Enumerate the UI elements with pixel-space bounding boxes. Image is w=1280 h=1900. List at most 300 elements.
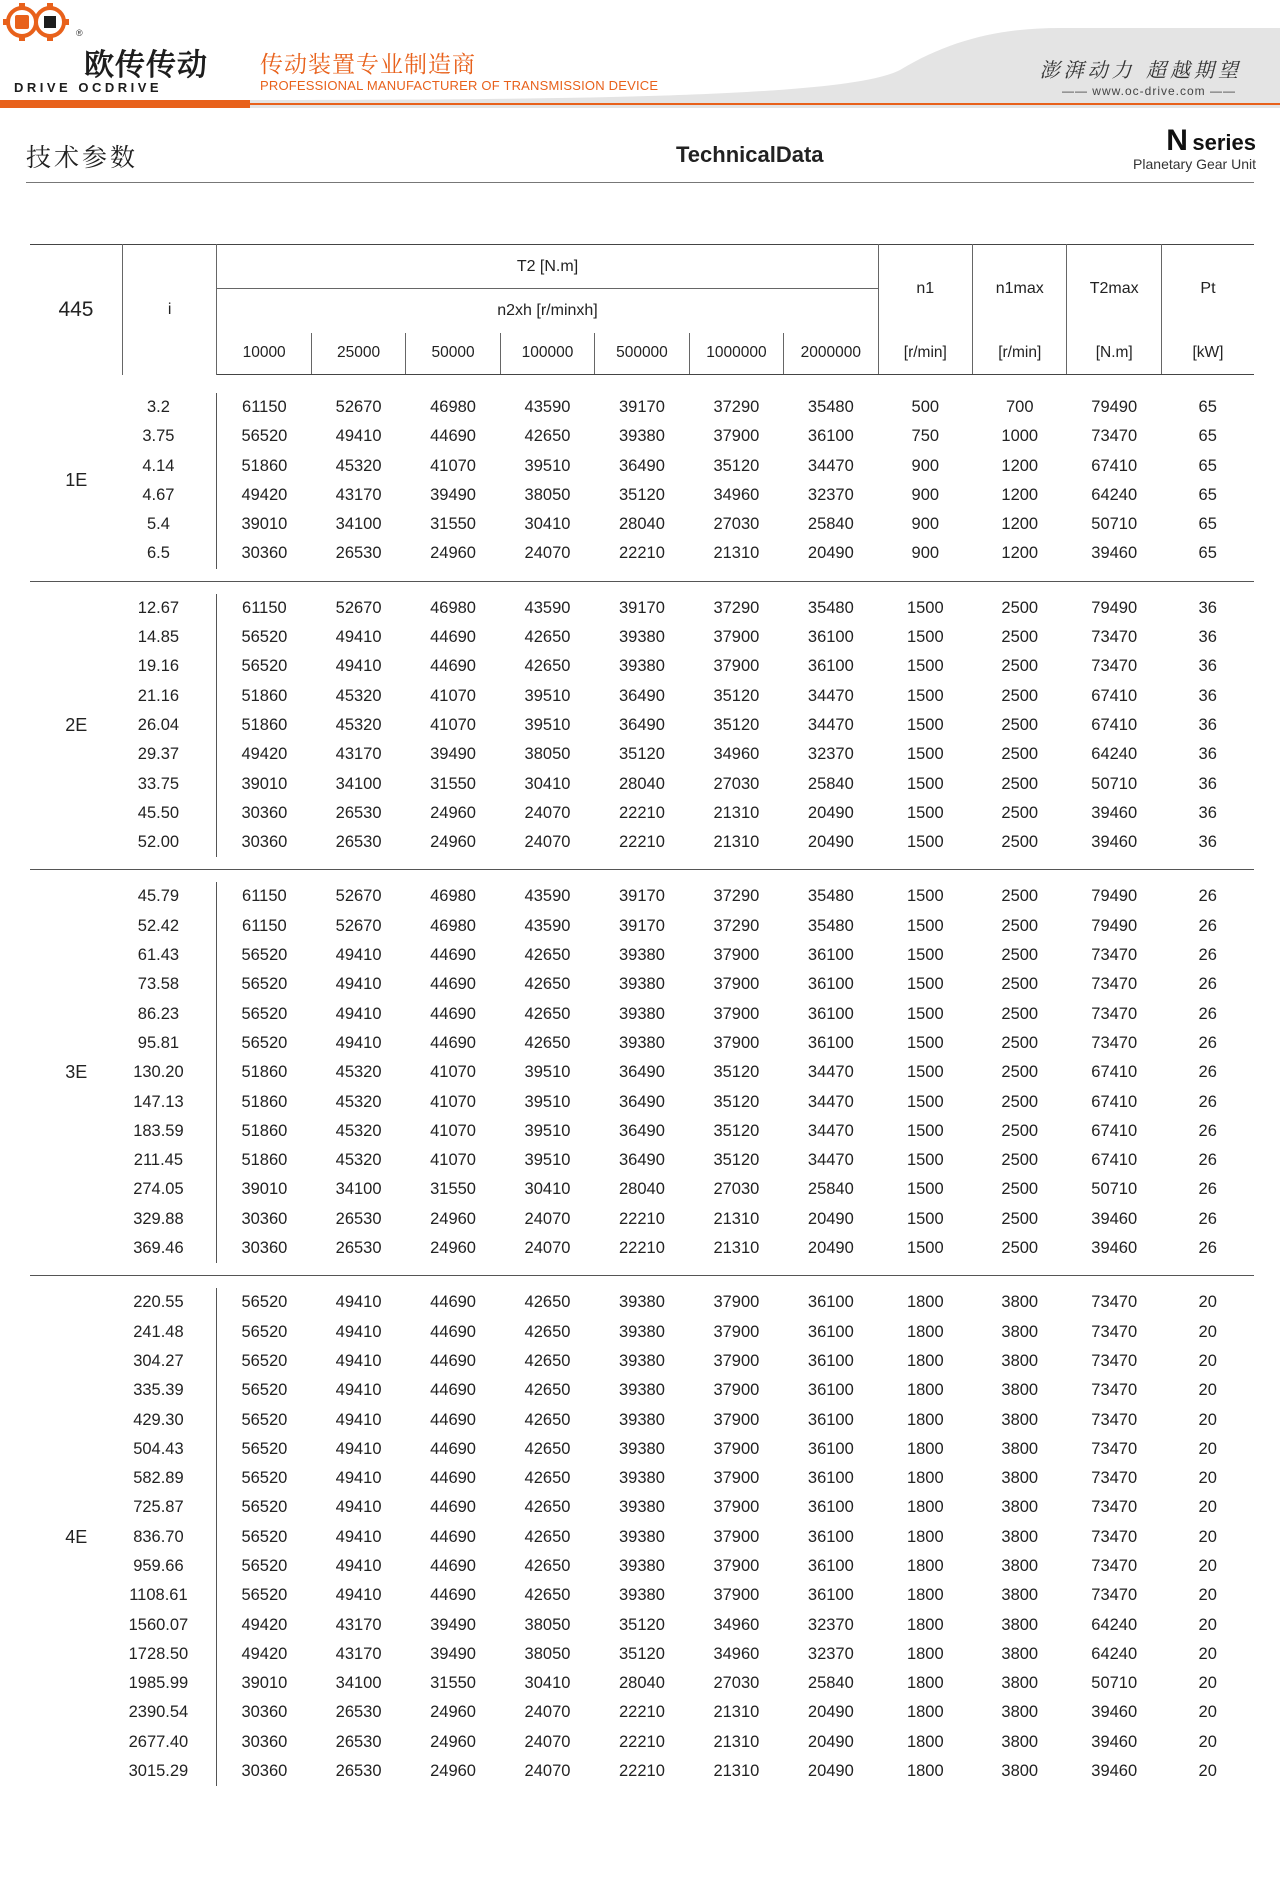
table-row [30, 1640, 1254, 1669]
value-cell: 900 [911, 456, 940, 475]
value-cell: 900 [911, 544, 940, 563]
value-cell: 35120 [713, 1063, 760, 1082]
value-cell: 37900 [713, 1293, 760, 1312]
ratio-cell: 19.16 [122, 652, 216, 681]
table-row [30, 970, 1254, 999]
group-spacer [30, 870, 1254, 883]
value-cell: 20490 [807, 1762, 854, 1781]
value-cell: 37900 [713, 1381, 760, 1400]
value-cell: 36 [1198, 774, 1217, 793]
section-title-en: TechnicalData [676, 142, 824, 167]
ratio-cell: 183.59 [122, 1117, 216, 1146]
ratio-cell: 33.75 [122, 770, 216, 799]
ratio-cell: 95.81 [122, 1029, 216, 1058]
value-cell: 21310 [713, 833, 760, 852]
value-cell: 61150 [242, 598, 287, 617]
value-cell: 22210 [619, 1703, 665, 1722]
value-cell: 26 [1198, 1092, 1217, 1111]
value-cell: 2500 [1001, 686, 1039, 705]
value-cell: 2500 [1001, 1004, 1039, 1023]
value-cell: 24960 [430, 1703, 476, 1722]
table-row [30, 882, 1254, 911]
table-spacer [30, 375, 1254, 394]
value-cell: 24960 [430, 1762, 476, 1781]
n2xh-col-3: 50000 [406, 333, 500, 375]
table-row [30, 1376, 1254, 1405]
value-cell: 37900 [713, 946, 760, 965]
value-cell: 39010 [241, 774, 288, 793]
value-cell: 20 [1198, 1498, 1217, 1517]
value-cell: 2500 [1001, 946, 1039, 965]
value-cell: 1500 [906, 745, 944, 764]
value-cell: 31550 [430, 774, 476, 793]
value-cell: 36490 [619, 1121, 665, 1140]
value-cell: 67410 [1091, 715, 1138, 734]
value-cell: 30360 [241, 1209, 288, 1228]
value-cell: 26530 [335, 803, 382, 822]
value-cell: 36100 [807, 427, 854, 446]
value-cell: 51860 [241, 715, 288, 734]
value-cell: 49410 [335, 1556, 382, 1575]
value-cell: 36100 [807, 1293, 854, 1312]
value-cell: 39510 [524, 456, 571, 475]
value-cell: 1500 [906, 1063, 944, 1082]
value-cell: 20 [1198, 1732, 1217, 1751]
value-cell: 44690 [430, 1322, 476, 1341]
table-row [30, 1552, 1254, 1581]
value-cell: 2500 [1001, 1033, 1039, 1052]
value-cell: 36100 [807, 1381, 854, 1400]
value-cell: 43170 [335, 485, 382, 504]
value-cell: 24960 [430, 1239, 476, 1258]
ratio-cell: 73.58 [122, 970, 216, 999]
value-cell: 42650 [524, 1439, 571, 1458]
value-cell: 52670 [335, 598, 382, 617]
value-cell: 64240 [1091, 485, 1138, 504]
value-cell: 32370 [807, 745, 854, 764]
value-cell: 25840 [807, 1180, 854, 1199]
value-cell: 49410 [335, 1469, 382, 1488]
value-cell: 49410 [335, 1410, 382, 1429]
value-cell: 49410 [335, 427, 382, 446]
ratio-cell: 61.43 [122, 941, 216, 970]
value-cell: 36490 [619, 686, 665, 705]
value-cell: 56520 [241, 1293, 288, 1312]
value-cell: 64240 [1091, 1615, 1138, 1634]
table-row [30, 828, 1254, 857]
value-cell: 20 [1198, 1674, 1217, 1693]
value-cell: 34960 [713, 1644, 760, 1663]
value-cell: 42650 [524, 946, 571, 965]
group-spacer [30, 581, 1254, 594]
value-cell: 1800 [906, 1410, 944, 1429]
value-cell: 39490 [430, 485, 476, 504]
value-cell: 1800 [906, 1615, 944, 1634]
value-cell: 67410 [1091, 1092, 1138, 1111]
table-header [30, 245, 1254, 375]
value-cell: 1500 [906, 803, 944, 822]
value-cell: 39380 [619, 657, 665, 676]
table-row [30, 1175, 1254, 1204]
stage-label: 4E [65, 1526, 88, 1547]
value-cell: 34100 [335, 774, 382, 793]
value-cell: 36100 [807, 1556, 854, 1575]
value-cell: 26 [1198, 1209, 1217, 1228]
value-cell: 3800 [1001, 1762, 1039, 1781]
value-cell: 35480 [807, 398, 854, 416]
value-cell: 2500 [1001, 745, 1039, 764]
value-cell: 45320 [335, 1121, 382, 1140]
series-subtitle: Planetary Gear Unit [1133, 156, 1256, 172]
value-cell: 22210 [619, 803, 665, 822]
value-cell: 24070 [524, 833, 571, 852]
value-cell: 39510 [524, 1121, 571, 1140]
table-row [30, 711, 1254, 740]
value-cell: 37290 [713, 598, 760, 617]
value-cell: 56520 [241, 1004, 288, 1023]
value-cell: 37900 [713, 427, 760, 446]
value-cell: 36100 [807, 1410, 854, 1429]
value-cell: 44690 [430, 1381, 476, 1400]
value-cell: 73470 [1091, 946, 1138, 965]
value-cell: 43590 [524, 887, 571, 906]
value-cell: 28040 [619, 774, 665, 793]
value-cell: 20490 [807, 1732, 854, 1751]
value-cell: 24070 [524, 1762, 571, 1781]
value-cell: 28040 [619, 515, 665, 534]
stage-label: 2E [65, 714, 88, 735]
value-cell: 39380 [619, 946, 665, 965]
table-row [30, 1698, 1254, 1727]
value-cell: 22210 [619, 833, 665, 852]
value-cell: 1500 [906, 946, 944, 965]
table-row [30, 1728, 1254, 1757]
ratio-cell: 504.43 [122, 1435, 216, 1464]
value-cell: 20 [1198, 1644, 1217, 1663]
series-word: series [1192, 130, 1256, 155]
value-cell: 25840 [807, 1674, 854, 1693]
n1-header: n1 [878, 245, 972, 333]
value-cell: 37900 [713, 1004, 760, 1023]
value-cell: 51860 [241, 1063, 288, 1082]
value-cell: 73470 [1091, 427, 1138, 446]
group-spacer [30, 1276, 1254, 1289]
title-divider [26, 182, 1254, 183]
value-cell: 1500 [906, 1004, 944, 1023]
n2xh-col-1: 10000 [217, 333, 311, 375]
value-cell: 35120 [619, 485, 665, 504]
value-cell: 1500 [906, 774, 944, 793]
value-cell: 36100 [807, 657, 854, 676]
value-cell: 20 [1198, 1586, 1217, 1605]
value-cell: 39490 [430, 745, 476, 764]
value-cell: 44690 [430, 1293, 476, 1312]
value-cell: 2500 [1001, 1063, 1039, 1082]
table-row [30, 1523, 1254, 1552]
value-cell: 20490 [807, 833, 854, 852]
value-cell: 21310 [713, 1762, 760, 1781]
value-cell: 30410 [524, 1180, 571, 1199]
value-cell: 21310 [713, 1732, 760, 1751]
value-cell: 34100 [335, 515, 382, 534]
table-row [30, 1029, 1254, 1058]
value-cell: 41070 [430, 1121, 476, 1140]
value-cell: 1500 [906, 628, 944, 647]
value-cell: 41070 [430, 456, 476, 475]
value-cell: 35120 [713, 686, 760, 705]
value-cell: 73470 [1091, 657, 1138, 676]
value-cell: 36490 [619, 1063, 665, 1082]
value-cell: 39380 [619, 1498, 665, 1517]
value-cell: 1500 [906, 1033, 944, 1052]
value-cell: 2500 [1001, 715, 1039, 734]
group-divider [30, 857, 1254, 870]
value-cell: 73470 [1091, 628, 1138, 647]
value-cell: 1800 [906, 1762, 944, 1781]
value-cell: 3800 [1001, 1381, 1039, 1400]
value-cell: 24070 [524, 544, 571, 563]
value-cell: 39170 [619, 598, 665, 617]
value-cell: 50710 [1091, 1674, 1138, 1693]
value-cell: 49410 [335, 1586, 382, 1605]
value-cell: 31550 [430, 1180, 476, 1199]
value-cell: 36 [1198, 833, 1217, 852]
value-cell: 36 [1198, 715, 1217, 734]
table-row [30, 1318, 1254, 1347]
value-cell: 20 [1198, 1469, 1217, 1488]
value-cell: 2500 [1001, 803, 1039, 822]
value-cell: 49410 [335, 1498, 382, 1517]
value-cell: 46980 [430, 398, 476, 416]
value-cell: 20 [1198, 1293, 1217, 1312]
value-cell: 3800 [1001, 1556, 1039, 1575]
ratio-cell: 4.14 [122, 452, 216, 481]
table-row [30, 1581, 1254, 1610]
value-cell: 28040 [619, 1180, 665, 1199]
value-cell: 46980 [430, 598, 476, 617]
value-cell: 36100 [807, 1004, 854, 1023]
value-cell: 65 [1198, 456, 1217, 475]
value-cell: 1500 [906, 1239, 944, 1258]
value-cell: 34470 [807, 456, 854, 475]
ratio-cell: 220.55 [122, 1288, 216, 1317]
value-cell: 36490 [619, 1092, 665, 1111]
value-cell: 39380 [619, 1351, 665, 1370]
value-cell: 20 [1198, 1410, 1217, 1429]
value-cell: 30360 [241, 1703, 288, 1722]
value-cell: 36100 [807, 1586, 854, 1605]
value-cell: 1500 [906, 975, 944, 994]
ratio-cell: 14.85 [122, 623, 216, 652]
value-cell: 52670 [335, 887, 382, 906]
ratio-header: i [122, 245, 216, 375]
value-cell: 50710 [1091, 774, 1138, 793]
value-cell: 73470 [1091, 1293, 1138, 1312]
value-cell: 43590 [524, 598, 571, 617]
value-cell: 61150 [242, 916, 287, 935]
value-cell: 37290 [713, 398, 760, 416]
value-cell: 21310 [713, 1239, 760, 1258]
ratio-cell: 241.48 [122, 1318, 216, 1347]
value-cell: 1800 [906, 1322, 944, 1341]
series-badge [1133, 124, 1256, 172]
value-cell: 30410 [524, 1674, 571, 1693]
ratio-cell: 5.4 [122, 510, 216, 539]
ratio-cell: 2677.40 [122, 1728, 216, 1757]
value-cell: 52670 [335, 398, 382, 416]
value-cell: 1500 [906, 1092, 944, 1111]
value-cell: 1800 [906, 1556, 944, 1575]
n2xh-col-5: 500000 [595, 333, 689, 375]
value-cell: 34100 [335, 1180, 382, 1199]
value-cell: 27030 [713, 774, 760, 793]
ratio-cell: 3015.29 [122, 1757, 216, 1786]
value-cell: 49410 [335, 1322, 382, 1341]
value-cell: 34470 [807, 1092, 854, 1111]
value-cell: 31550 [430, 515, 476, 534]
value-cell: 42650 [524, 1410, 571, 1429]
table-row [30, 1493, 1254, 1522]
value-cell: 21310 [713, 1209, 760, 1228]
value-cell: 20 [1198, 1703, 1217, 1722]
value-cell: 42650 [524, 1586, 571, 1605]
value-cell: 35120 [619, 1615, 665, 1634]
value-cell: 3800 [1001, 1586, 1039, 1605]
section-title-cn: 技术参数 [26, 143, 139, 172]
ratio-cell: 29.37 [122, 740, 216, 769]
value-cell: 79490 [1091, 398, 1138, 416]
value-cell: 37900 [713, 1351, 760, 1370]
value-cell: 39490 [430, 1644, 476, 1663]
value-cell: 39460 [1091, 1239, 1138, 1258]
value-cell: 39460 [1091, 803, 1138, 822]
value-cell: 36100 [807, 1033, 854, 1052]
value-cell: 26 [1198, 1151, 1217, 1170]
value-cell: 30410 [524, 774, 571, 793]
value-cell: 49410 [335, 628, 382, 647]
value-cell: 64240 [1091, 745, 1138, 764]
value-cell: 3800 [1001, 1293, 1039, 1312]
value-cell: 56520 [241, 1556, 288, 1575]
header-banner [0, 0, 1280, 108]
value-cell: 44690 [430, 975, 476, 994]
value-cell: 2500 [1001, 887, 1039, 906]
value-cell: 42650 [524, 628, 571, 647]
value-cell: 34470 [807, 715, 854, 734]
value-cell: 35120 [713, 456, 760, 475]
value-cell: 32370 [807, 1644, 854, 1663]
value-cell: 35120 [713, 715, 760, 734]
value-cell: 3800 [1001, 1674, 1039, 1693]
value-cell: 22210 [619, 1209, 665, 1228]
value-cell: 2500 [1001, 1092, 1039, 1111]
value-cell: 73470 [1091, 1498, 1138, 1517]
value-cell: 36 [1198, 803, 1217, 822]
value-cell: 49410 [335, 1439, 382, 1458]
value-cell: 3800 [1001, 1703, 1039, 1722]
table-row [30, 1288, 1254, 1317]
value-cell: 44690 [430, 946, 476, 965]
ratio-cell: 3.2 [122, 393, 216, 422]
value-cell: 36100 [807, 946, 854, 965]
value-cell: 56520 [241, 1322, 288, 1341]
value-cell: 41070 [430, 1092, 476, 1111]
value-cell: 1200 [1001, 485, 1039, 504]
value-cell: 36100 [807, 975, 854, 994]
value-cell: 39460 [1091, 833, 1138, 852]
value-cell: 26530 [335, 1703, 382, 1722]
value-cell: 26 [1198, 1121, 1217, 1140]
value-cell: 22210 [619, 1762, 665, 1781]
value-cell: 24960 [430, 1209, 476, 1228]
value-cell: 2500 [1001, 774, 1039, 793]
value-cell: 51860 [241, 1092, 288, 1111]
value-cell: 37900 [713, 1439, 760, 1458]
value-cell: 42650 [524, 975, 571, 994]
table-row [30, 912, 1254, 941]
table-row [30, 510, 1254, 539]
table-row [30, 1669, 1254, 1698]
value-cell: 49420 [241, 1615, 288, 1634]
value-cell: 39510 [524, 715, 571, 734]
ratio-cell: 45.79 [122, 882, 216, 911]
value-cell: 36 [1198, 657, 1217, 676]
ratio-cell: 211.45 [122, 1146, 216, 1175]
technical-data-table [30, 244, 1254, 1786]
value-cell: 32370 [807, 1615, 854, 1634]
value-cell: 26 [1198, 1004, 1217, 1023]
value-cell: 30360 [241, 544, 288, 563]
value-cell: 65 [1198, 515, 1217, 534]
value-cell: 500 [911, 398, 940, 416]
value-cell: 26530 [335, 833, 382, 852]
value-cell: 73470 [1091, 1556, 1138, 1575]
value-cell: 2500 [1001, 1121, 1039, 1140]
value-cell: 1500 [906, 598, 944, 617]
value-cell: 38050 [524, 485, 571, 504]
n2xh-col-6: 1000000 [689, 333, 783, 375]
value-cell: 35480 [807, 598, 854, 617]
value-cell: 26530 [335, 544, 382, 563]
value-cell: 39170 [619, 887, 665, 906]
value-cell: 37900 [713, 1498, 760, 1517]
value-cell: 30360 [241, 1762, 288, 1781]
value-cell: 26 [1198, 946, 1217, 965]
value-cell: 73470 [1091, 1381, 1138, 1400]
value-cell: 51860 [241, 686, 288, 705]
value-cell: 3800 [1001, 1439, 1039, 1458]
value-cell: 26 [1198, 887, 1217, 906]
value-cell: 73470 [1091, 1004, 1138, 1023]
table-row [30, 1088, 1254, 1117]
model-number: 445 [30, 245, 122, 375]
value-cell: 39460 [1091, 1209, 1138, 1228]
value-cell: 2500 [1001, 975, 1039, 994]
value-cell: 79490 [1091, 598, 1138, 617]
value-cell: 1200 [1001, 456, 1039, 475]
group-divider [30, 1263, 1254, 1276]
value-cell: 39510 [524, 686, 571, 705]
value-cell: 34960 [713, 745, 760, 764]
value-cell: 38050 [524, 1644, 571, 1663]
value-cell: 67410 [1091, 1063, 1138, 1082]
value-cell: 20490 [807, 803, 854, 822]
value-cell: 39010 [241, 1674, 288, 1693]
t2max-unit: [N.m] [1067, 333, 1161, 375]
value-cell: 61150 [242, 398, 287, 416]
table-row [30, 481, 1254, 510]
value-cell: 26 [1198, 916, 1217, 935]
